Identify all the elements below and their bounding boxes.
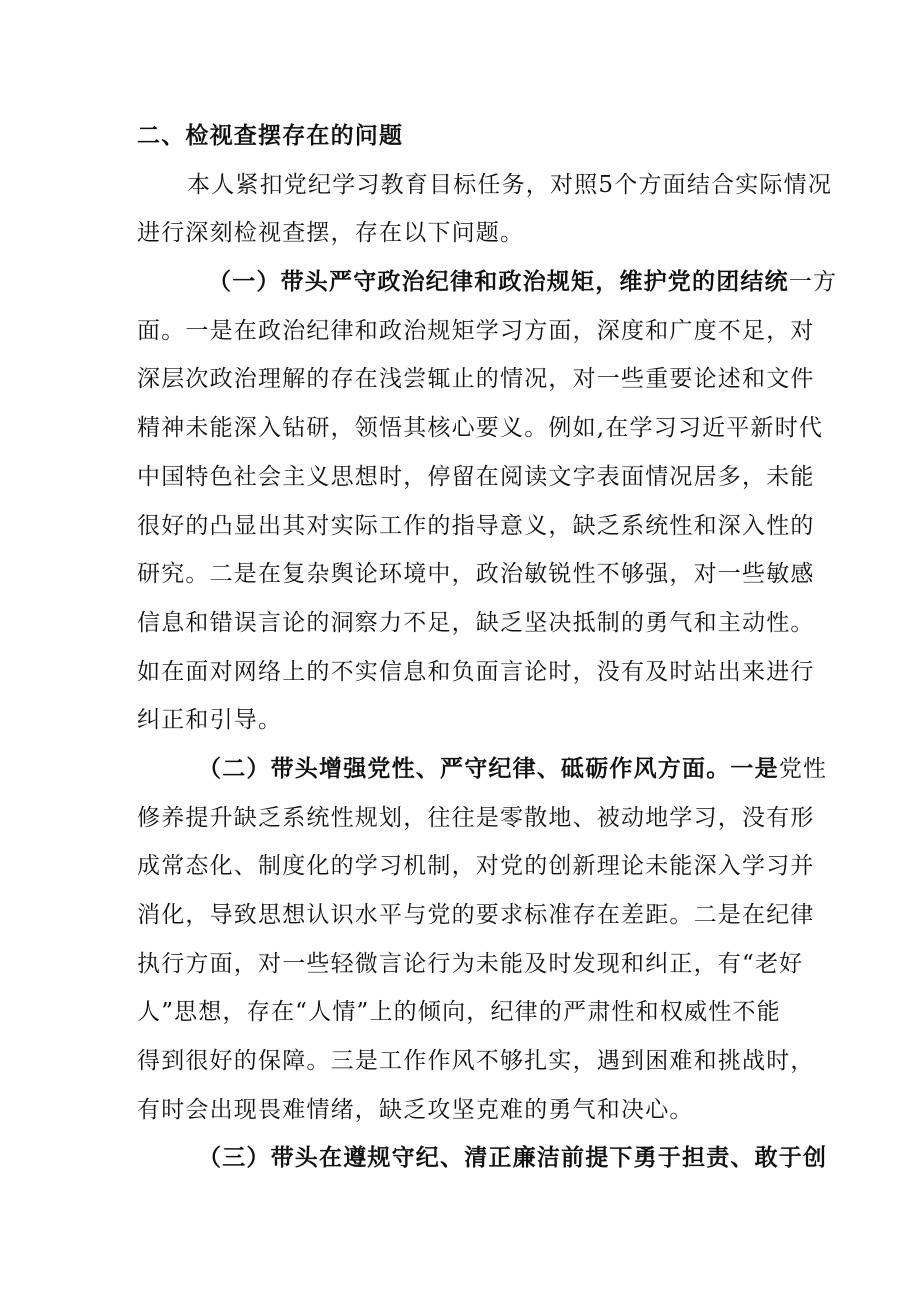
section1-line: 精神未能深入钻研，领悟其核心要义。例如,在学习习近平新时代: [137, 415, 824, 442]
section3-bold-heading: （三）带头在遵规守纪、清正廉洁前提下勇于担责、敢于创: [198, 1145, 828, 1172]
section1-line: 信息和错误言论的洞察力不足，缺乏坚决抵制的勇气和主动性。: [137, 609, 815, 636]
section2-line: 修养提升缺乏系统性规划，往往是零散地、被动地学习，没有形: [137, 804, 815, 831]
section1-line: 中国特色社会主义思想时，停留在阅读文字表面情况居多，未能: [137, 463, 815, 490]
section1-head-line: [137, 258, 838, 307]
section2-head-tail: 党性: [778, 755, 828, 782]
section1-bold-heading: （一）带头严守政治纪律和政治规矩，维护党的团结统: [208, 269, 789, 296]
section3-head-line: [137, 1134, 828, 1183]
section2-line: 消化，导致思想认识水平与党的要求标准存在差距。二是在纪律: [137, 902, 815, 928]
section1-line: 研究。二是在复杂舆论环境中，政治敏锐性不够强，对一些敏感: [137, 561, 815, 588]
section1-line: 深层次政治理解的存在浅尝辄止的情况，对一些重要论述和文件: [137, 366, 815, 393]
section2-line: 成常态化、制度化的学习机制，对党的创新理论未能深入学习并: [137, 853, 815, 880]
section2-line: 有时会出现畏难情绪，缺乏攻坚克难的勇气和决心。: [137, 1096, 694, 1123]
section1-line: 面。一是在政治纪律和政治规矩学习方面，深度和广度不足，对: [137, 317, 815, 344]
section1-head-tail: 一方: [788, 269, 838, 296]
section2-bold-heading: （二）带头增强党性、严守纪律、砥砺作风方面。一是: [198, 755, 779, 782]
intro-line-2: 进行深刻检视查摆，存在以下问题。: [137, 220, 525, 247]
section2-head-line: [137, 745, 828, 794]
section1-line: 纠正和引导。: [137, 707, 283, 734]
section-heading: 二、检视查摆存在的问题: [137, 123, 404, 149]
intro-line-1: 本人紧扣党纪学习教育目标任务，对照5个方面结合实际情况: [187, 171, 833, 198]
section2-line: 人”思想，存在“人情”上的倾向，纪律的严肃性和权威性不能: [137, 999, 781, 1026]
section2-line: 得到很好的保障。三是工作作风不够扎实，遇到困难和挑战时，: [137, 1048, 815, 1075]
section1-line: 如在面对网络上的不实信息和负面言论时，没有及时站出来进行: [137, 658, 815, 685]
section2-line: 执行方面，对一些轻微言论行为未能及时发现和纠正，有“老好: [137, 950, 804, 977]
document-body: [137, 112, 838, 1183]
section1-line: 很好的凸显出其对实际工作的指导意义，缺乏系统性和深入性的: [137, 512, 815, 539]
